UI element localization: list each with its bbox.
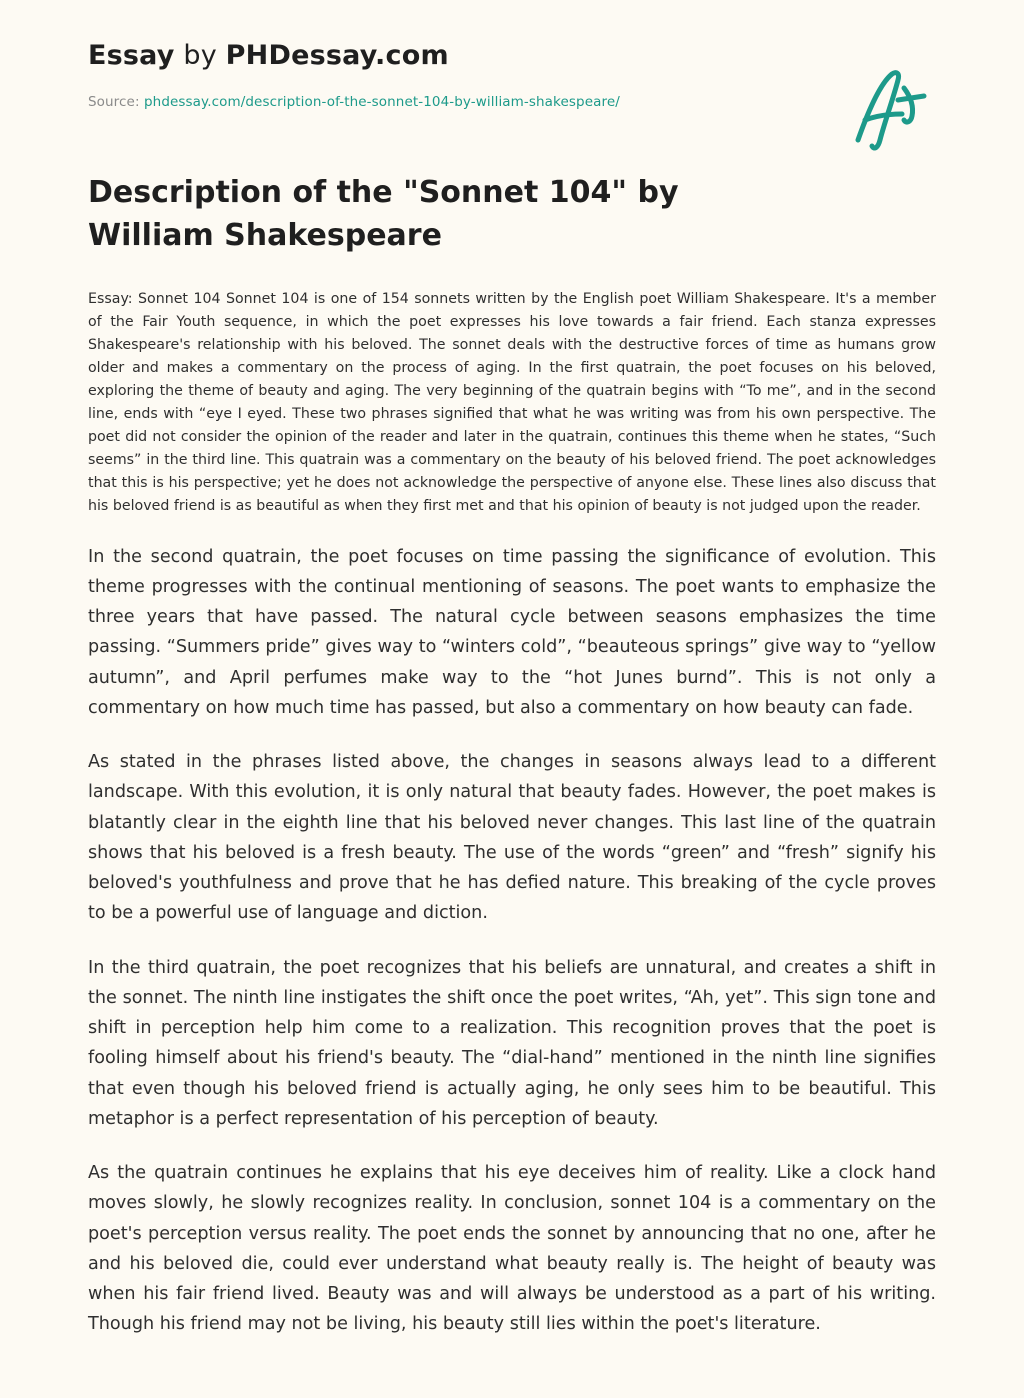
source-url-link[interactable]: phdessay.com/description-of-the-sonnet-104-by-william-shakespeare/ bbox=[144, 94, 620, 111]
document-header bbox=[88, 0, 936, 110]
brand-site-name: PHDessay.com bbox=[225, 40, 449, 71]
paragraph: As the quatrain continues he explains that his eye deceives him of reality. Like a clock hand moves slowly, he slowly recognizes reality. In conclusion, sonnet 104 is a commentary on the poet's perception versus reality. The poet ends the sonnet by announcing that no one, after he and his beloved die, could ever understand what beauty really is. The height of beauty was when his fair friend lived. Beauty was and will always be understood as a part of his writing. Though his friend may not be living, his beauty still lies within the poet's literature. bbox=[88, 1163, 936, 1335]
paragraph: Essay: Sonnet 104 Sonnet 104 is one of 154 sonnets written by the English poet William Shakespeare. It's a member of the Fair Youth sequence, in which the poet expresses his love towards a fair friend. Each stanza expresses Shakespeare's relationship with his beloved. The sonnet deals with the destructive forces of time as humans grow older and makes a commentary on the process of aging. In the first quatrain, the poet focuses on his beloved, exploring the theme of beauty and aging. The very beginning of the quatrain begins with “To me”, and in the second line, ends with “eye I eyed. These two phrases signified that what he was writing was from his own perspective. The poet did not consider the opinion of the reader and later in the quatrain, continues this theme when he states, “Such seems” in the third line. This quatrain was a commentary on the beauty of his beloved friend. The poet acknowledges that this is his perspective; yet he does not acknowledge the perspective of anyone else. These lines also discuss that his beloved friend is as beautiful as when they first met and that his opinion of beauty is not judged upon the reader. bbox=[88, 290, 936, 514]
brand-by-word: by bbox=[174, 40, 226, 71]
source-label: Source: bbox=[88, 94, 145, 111]
paragraph: In the third quatrain, the poet recognizes that his beliefs are unnatural, and creates a shift in the sonnet. The ninth line instigates the shift once the poet writes, “Ah, yet”. This sign tone and shift in perception help him come to a realization. This recognition proves that the poet is fooling himself about his friend's beauty. The “dial-hand” mentioned in the ninth line signifies that even though his beloved friend is actually aging, he only sees him to be beautiful. This metaphor is a perfect representation of his perception of beauty. bbox=[88, 957, 936, 1129]
page-bottom-spacer bbox=[88, 1364, 936, 1398]
site-brand bbox=[88, 40, 936, 72]
brand-essay-word: Essay bbox=[88, 40, 175, 71]
paragraph: As stated in the phrases listed above, the changes in seasons always lead to a different landscape. With this evolution, it is only natural that beauty fades. However, the poet makes is blatantly clear in the eighth line that his beloved never changes. This last line of the quatrain shows that his beloved is a fresh beauty. The use of the words “green” and “fresh” signify his beloved's youthfulness and prove that he has defied nature. This breaking of the cycle proves to be a powerful use of language and diction. bbox=[88, 752, 936, 924]
phdessay-logo-icon bbox=[840, 62, 936, 158]
source-line bbox=[88, 94, 936, 110]
paragraph: In the second quatrain, the poet focuses on time passing the significance of evolution. This theme progresses with the continual mentioning of seasons. The poet wants to emphasize the three years that have passed. The natural cycle between seasons emphasizes the time passing. “Summers pride” gives way to “winters cold”, “beauteous springs” give way to “yellow autumn”, and April perfumes make way to the “hot Junes burnd”. This is not only a commentary on how much time has passed, but also a commentary on how beauty can fade. bbox=[88, 546, 936, 718]
page-title: Description of the "Sonnet 104" by William Shakespeare bbox=[88, 175, 679, 253]
essay-body bbox=[88, 288, 936, 1340]
